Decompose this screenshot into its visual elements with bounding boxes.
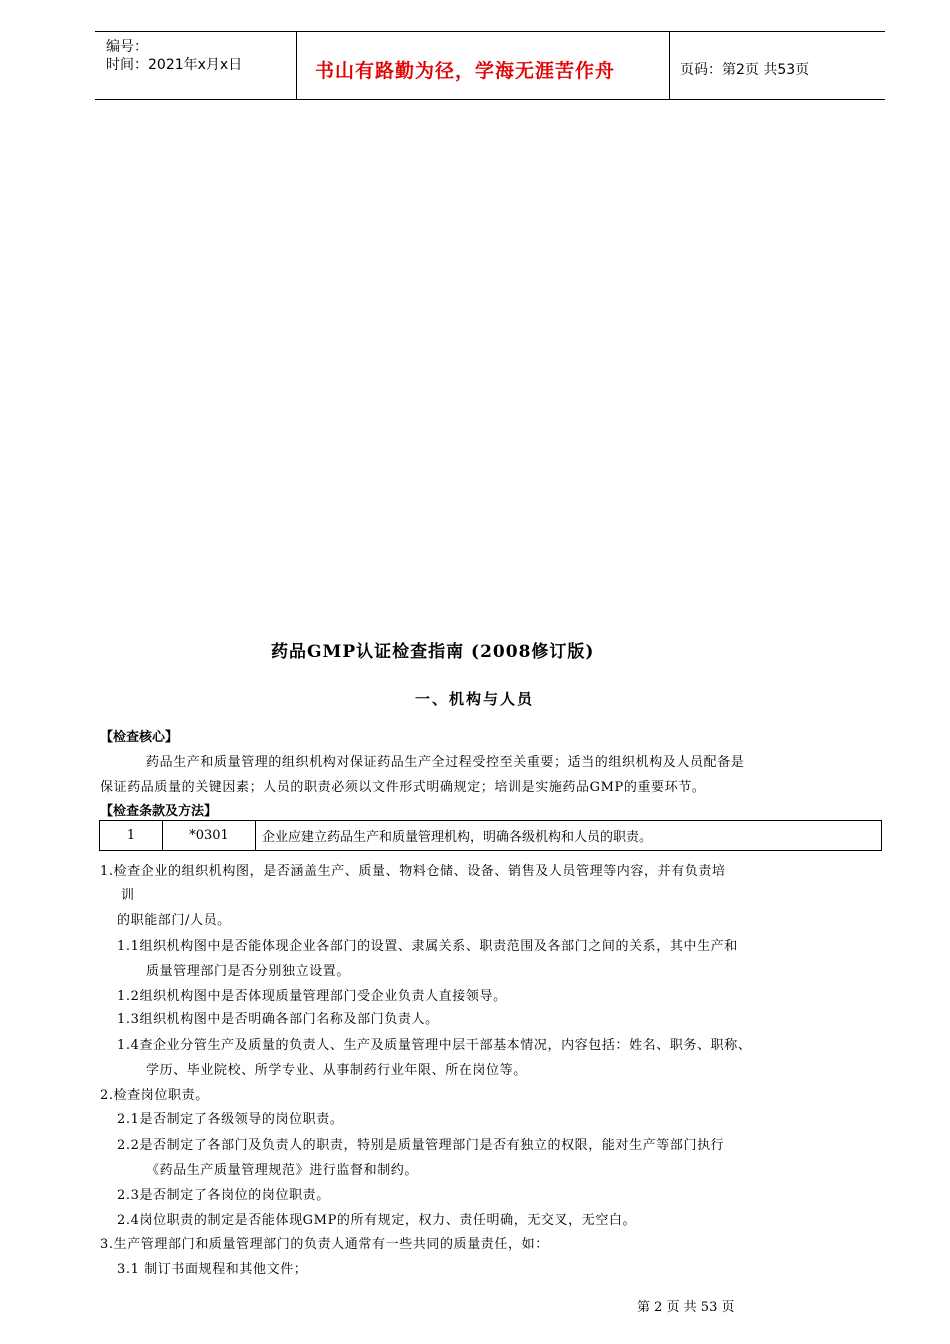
header-motto: 书山有路勤为径，学海无涯苦作舟 (315, 60, 616, 82)
list-item: 1.1组织机构图中是否能体现企业各部门的设置、隶属关系、职责范围及各部门之间的关系，其中生产和 (117, 939, 738, 954)
list-item: 1.4查企业分管生产及质量的负责人、生产及质量管理中层干部基本情况，内容包括：姓名、职务、职称、 (117, 1038, 752, 1053)
document-title: 药品GMP认证检查指南 (2008修订版) (271, 642, 595, 662)
list-item: 2.检查岗位职责。 (100, 1088, 209, 1103)
list-item: 2.2是否制定了各部门及负责人的职责，特别是质量管理部门是否有独立的权限，能对生产等部门执行 (117, 1138, 725, 1153)
list-item: 训 (121, 888, 135, 903)
footer-page-number: 第 2 页 共 53 页 (637, 1300, 735, 1315)
clause-table (99, 820, 882, 851)
core-text-line: 保证药品质量的关键因素；人员的职责必须以文件形式明确规定；培训是实施药品GMP的重要环节。 (100, 780, 706, 795)
core-heading: 【检查核心】 (100, 730, 179, 745)
header-page-label: 页码：第2页 共53页 (680, 62, 810, 78)
header-bottom-rule (95, 99, 885, 100)
list-item: 1.2组织机构图中是否体现质量管理部门受企业负责人直接领导。 (117, 989, 507, 1004)
clause-heading: 【检查条款及方法】 (100, 804, 218, 819)
list-item: 2.4岗位职责的制定是否能体现GMP的所有规定，权力、责任明确，无交叉，无空白。 (117, 1213, 637, 1228)
header-divider (296, 31, 297, 99)
clause-code-cell: *0301 (163, 821, 256, 851)
list-item: 质量管理部门是否分别独立设置。 (146, 964, 351, 979)
list-item: 学历、毕业院校、所学专业、从事制药行业年限、所在岗位等。 (146, 1063, 527, 1078)
section-title: 一、机构与人员 (415, 690, 535, 708)
list-item: 3.1 制订书面规程和其他文件； (117, 1262, 308, 1277)
list-item: 1.检查企业的组织机构图，是否涵盖生产、质量、物料仓储、设备、销售及人员管理等内容，并有负责培 (100, 864, 726, 879)
table-row (100, 821, 882, 851)
list-item: 2.3是否制定了各岗位的岗位职责。 (117, 1188, 330, 1203)
header-number-label: 编号： (106, 39, 148, 55)
header-time-label: 时间：2021年x月x日 (106, 57, 243, 73)
clause-content-cell: 企业应建立药品生产和质量管理机构，明确各级机构和人员的职责。 (256, 821, 882, 851)
clause-index-cell: 1 (100, 821, 163, 851)
core-text-line: 药品生产和质量管理的组织机构对保证药品生产全过程受控至关重要；适当的组织机构及人员配备是 (146, 755, 745, 770)
list-item: 《药品生产质量管理规范》进行监督和制约。 (146, 1163, 419, 1178)
header-top-rule (95, 31, 885, 32)
list-item: 1.3组织机构图中是否明确各部门名称及部门负责人。 (117, 1012, 439, 1027)
header-divider (669, 31, 670, 99)
list-item: 的职能部门/人员。 (117, 913, 231, 928)
list-item: 3.生产管理部门和质量管理部门的负责人通常有一些共同的质量责任，如： (100, 1237, 549, 1252)
list-item: 2.1是否制定了各级领导的岗位职责。 (117, 1112, 344, 1127)
